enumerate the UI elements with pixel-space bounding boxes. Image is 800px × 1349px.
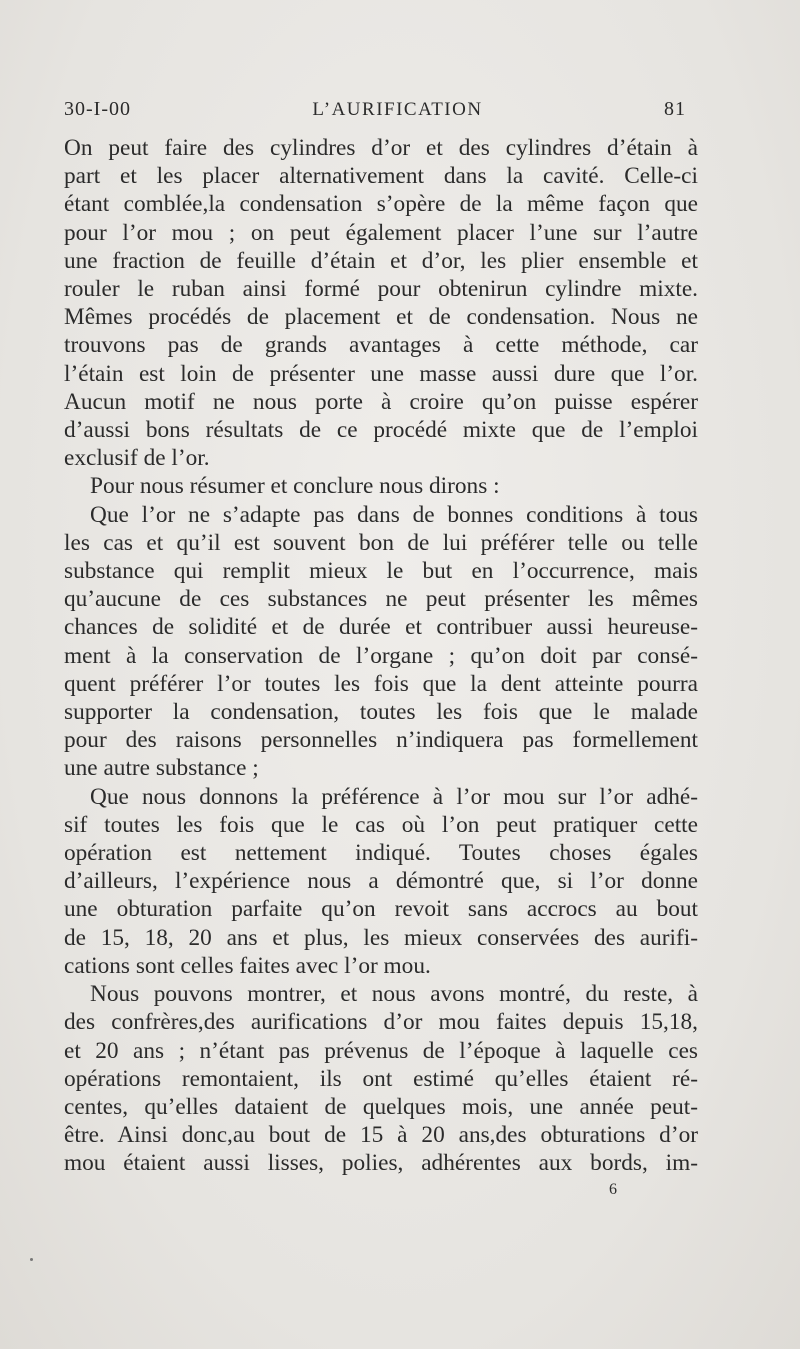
text-line: ment à la conservation de l’organe ; qu’on doit par consé- [64, 642, 698, 669]
text-line: Que l’or ne s’adapte pas dans de bonnes conditions à tous [90, 501, 698, 528]
running-title: L’AURIFICATION [312, 99, 483, 120]
paper-speck [30, 1258, 33, 1261]
running-header [64, 98, 686, 121]
header-date: 30-I-00 [64, 98, 131, 120]
signature-mark: 6 [609, 1181, 617, 1198]
text-line: une fraction de feuille d’étain et d’or, les plier ensemble et [64, 247, 698, 274]
text-line: part et les placer alternativement dans la cavité. Celle-ci [64, 163, 698, 190]
body-text [64, 134, 698, 1178]
text-line: On peut faire des cylindres d’or et des cylindres d’étain à [64, 135, 698, 161]
text-line: qu’aucune de ces substances ne peut présenter les mêmes [64, 586, 698, 613]
text-line: opération est nettement indiqué. Toutes choses égales [64, 840, 698, 867]
text-line: de 15, 18, 20 ans et plus, les mieux conservées des aurifi- [64, 924, 698, 951]
text-line: centes, qu’elles dataient de quelques mois, une année peut- [64, 1093, 698, 1120]
text-line: Mêmes procédés de placement et de condensation. Nous ne [64, 304, 698, 331]
text-line: pour des raisons personnelles n’indiquera pas formellement [64, 727, 698, 754]
text-line: Pour nous résumer et conclure nous dirons : [90, 473, 500, 500]
text-line: l’étain est loin de présenter une masse aussi dure que l’or. [64, 360, 698, 387]
text-line: d’aussi bons résultats de ce procédé mixte que de l’emploi [64, 417, 698, 444]
text-line: chances de solidité et de durée et contribuer aussi heureuse- [64, 614, 698, 641]
text-line: d’ailleurs, l’expérience nous a démontré que, si l’or donne [64, 868, 698, 895]
text-line: une obturation parfaite qu’on revoit sans accrocs au bout [64, 896, 698, 923]
text-line: trouvons pas de grands avantages à cette méthode, car [64, 332, 698, 359]
text-line: pour l’or mou ; on peut également placer l’une sur l’autre [64, 219, 698, 246]
text-line: être. Ainsi donc,au bout de 15 à 20 ans,des obturations d’or [64, 1122, 698, 1149]
text-line: substance qui remplit mieux le but en l’occurrence, mais [64, 558, 698, 585]
text-line: mou étaient aussi lisses, polies, adhérentes aux bords, im- [64, 1150, 698, 1177]
text-line: et 20 ans ; n’étant pas prévenus de l’époque à laquelle ces [64, 1037, 698, 1064]
text-line: Aucun motif ne nous porte à croire qu’on puisse espérer [64, 388, 698, 415]
text-line: exclusif de l’or. [64, 445, 210, 472]
text-line: opérations remontaient, ils ont estimé qu’elles étaient ré- [64, 1065, 698, 1092]
text-line: rouler le ruban ainsi formé pour obtenirun cylindre mixte. [64, 276, 698, 303]
text-line: cations sont celles faites avec l’or mou. [64, 952, 431, 979]
text-line: quent préférer l’or toutes les fois que la dent atteinte pourra [64, 670, 698, 697]
page-number: 81 [664, 98, 686, 120]
text-line: les cas et qu’il est souvent bon de lui préférer telle ou telle [64, 529, 698, 556]
text-line: Nous pouvons montrer, et nous avons montré, du reste, à [90, 981, 698, 1008]
text-line: Que nous donnons la préférence à l’or mou sur l’or adhé- [90, 783, 698, 810]
text-line: étant comblée,la condensation s’opère de la même façon que [64, 191, 698, 218]
text-line: une autre substance ; [64, 755, 259, 782]
text-line: sif toutes les fois que le cas où l’on peut pratiquer cette [64, 811, 698, 838]
text-line: des confrères,des aurifications d’or mou faites depuis 15,18, [64, 1009, 698, 1036]
text-line: supporter la condensation, toutes les fois que le malade [64, 699, 698, 726]
